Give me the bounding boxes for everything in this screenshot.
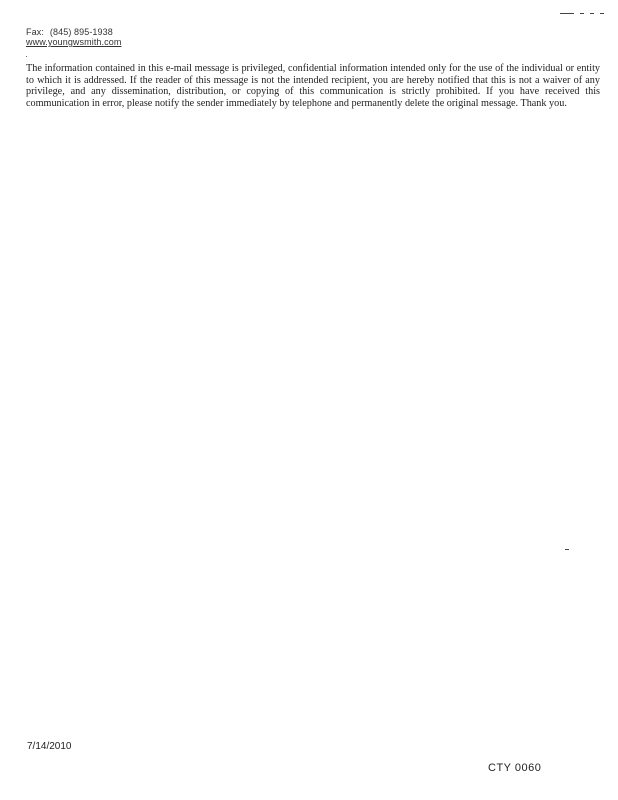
confidentiality-notice: The information contained in this e-mail message is privileged, confidential information intended only for the use of the individual or entity to which it is addressed. If the reader of this message is not the intended recipient, you are hereby notified that this is not a waiver of any privilege, and any dissemination, distribution, or copying of this communication is strictly prohibited. If you have received this communication in error, please notify the sender immediately by telephone and permanently delete the original message. Thank you. [26,63,600,109]
contact-block [26,27,121,47]
fax-line [26,27,121,37]
scan-artifact-dash [565,549,569,550]
fax-number: (845) 895-1938 [49,27,113,37]
website-link[interactable]: www.youngwsmith.com [26,37,122,47]
scan-artifact-mark [560,11,606,15]
bates-number: CTY 0060 [488,762,542,774]
print-date: 7/14/2010 [27,741,72,752]
fax-label: Fax: [26,27,44,37]
scan-artifact-dot [26,56,27,57]
